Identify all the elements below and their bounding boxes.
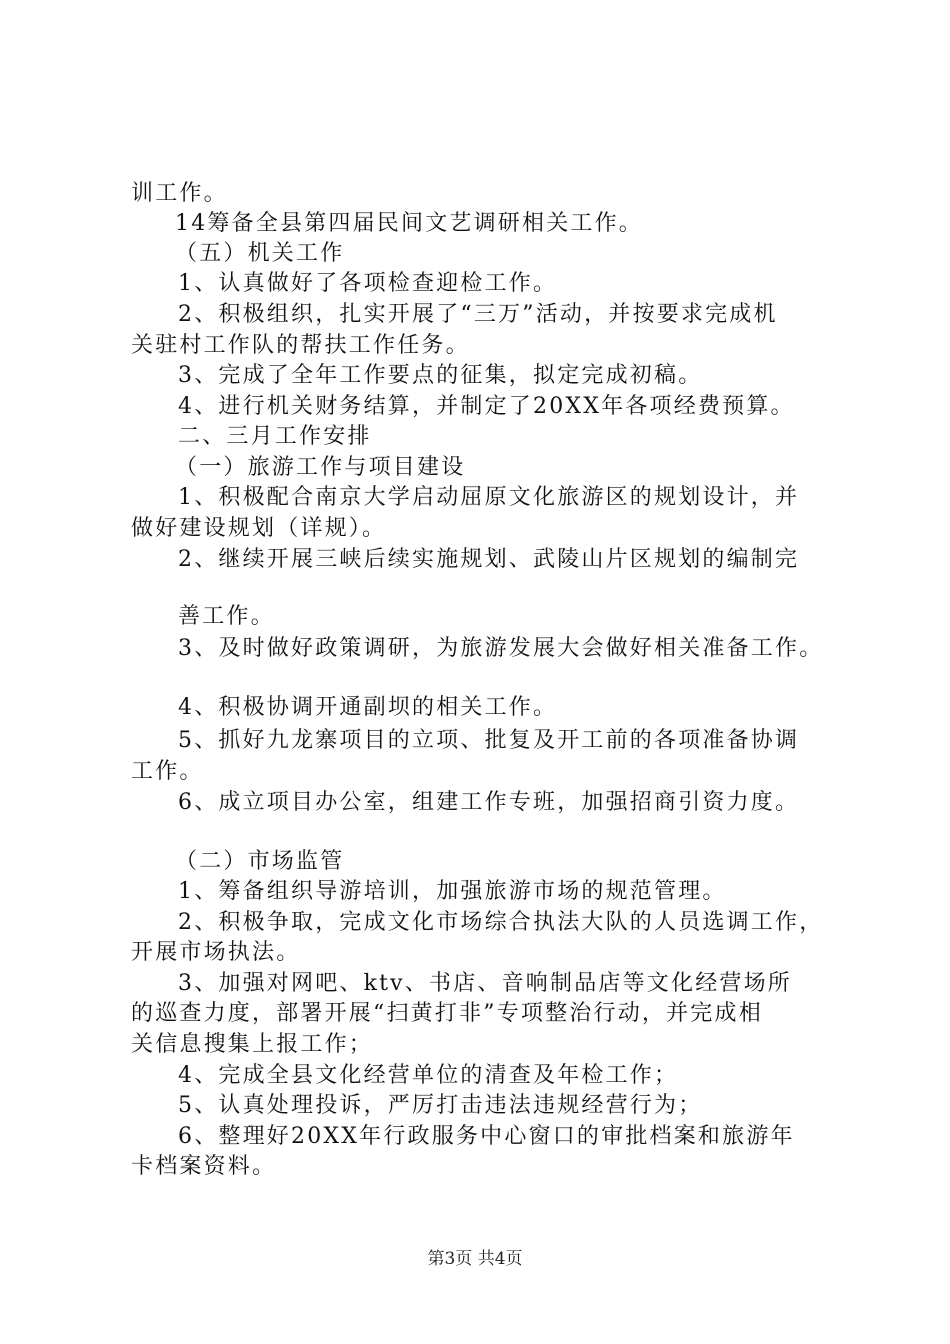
body-line: 6、成立项目办公室，组建工作专班，加强招商引资力度。 <box>178 790 800 815</box>
body-line: 6、整理好20XX年行政服务中心窗口的审批档案和旅游年 <box>178 1124 795 1149</box>
body-line: 1、认真做好了各项检查迎检工作。 <box>178 271 558 296</box>
body-line: 5、认真处理投诉，严厉打击违法违规经营行为； <box>178 1093 703 1118</box>
body-line: 善工作。 <box>178 604 275 629</box>
body-line: 4、进行机关财务结算，并制定了20XX年各项经费预算。 <box>178 394 795 419</box>
body-line: 14筹备全县第四届民间文艺调研相关工作。 <box>175 211 643 236</box>
body-line: 3、加强对网吧、ktv、书店、音响制品店等文化经营场所 <box>178 971 792 996</box>
body-line: 卡档案资料。 <box>131 1154 277 1179</box>
section-heading: （五）机关工作 <box>175 241 345 266</box>
body-line: 工作。 <box>131 759 204 784</box>
body-line: 1、筹备组织导游培训，加强旅游市场的规范管理。 <box>178 879 727 904</box>
body-line: 4、积极协调开通副坝的相关工作。 <box>178 695 558 720</box>
body-line: 做好建设规划（详规）。 <box>131 516 387 541</box>
body-line: 3、完成了全年工作要点的征集，拟定完成初稿。 <box>178 363 703 388</box>
body-line: 5、抓好九龙寨项目的立项、批复及开工前的各项准备协调 <box>178 728 800 753</box>
body-line: 2、积极争取，完成文化市场综合执法大队的人员选调工作， <box>178 910 824 935</box>
body-line: 开展市场执法。 <box>131 940 301 965</box>
body-line: 关信息搜集上报工作； <box>131 1032 374 1057</box>
section-heading: 二、三月工作安排 <box>178 424 372 449</box>
section-heading: （一）旅游工作与项目建设 <box>175 455 466 480</box>
body-line: 的巡查力度，部署开展“扫黄打非”专项整治行动，并完成相 <box>131 1001 763 1026</box>
body-line: 2、积极组织，扎实开展了“三万”活动，并按要求完成机 <box>178 302 778 327</box>
body-line: 1、积极配合南京大学启动屈原文化旅游区的规划设计，并 <box>178 485 800 510</box>
body-line: 2、继续开展三峡后续实施规划、武陵山片区规划的编制完 <box>178 547 800 572</box>
section-heading: （二）市场监管 <box>175 849 345 874</box>
body-line: 4、完成全县文化经营单位的清查及年检工作； <box>178 1063 679 1088</box>
body-line: 训工作。 <box>131 181 228 206</box>
page-number-footer: 第3页 共4页 <box>427 1249 523 1269</box>
body-line: 3、及时做好政策调研，为旅游发展大会做好相关准备工作。 <box>178 636 824 661</box>
body-line: 关驻村工作队的帮扶工作任务。 <box>131 333 470 358</box>
